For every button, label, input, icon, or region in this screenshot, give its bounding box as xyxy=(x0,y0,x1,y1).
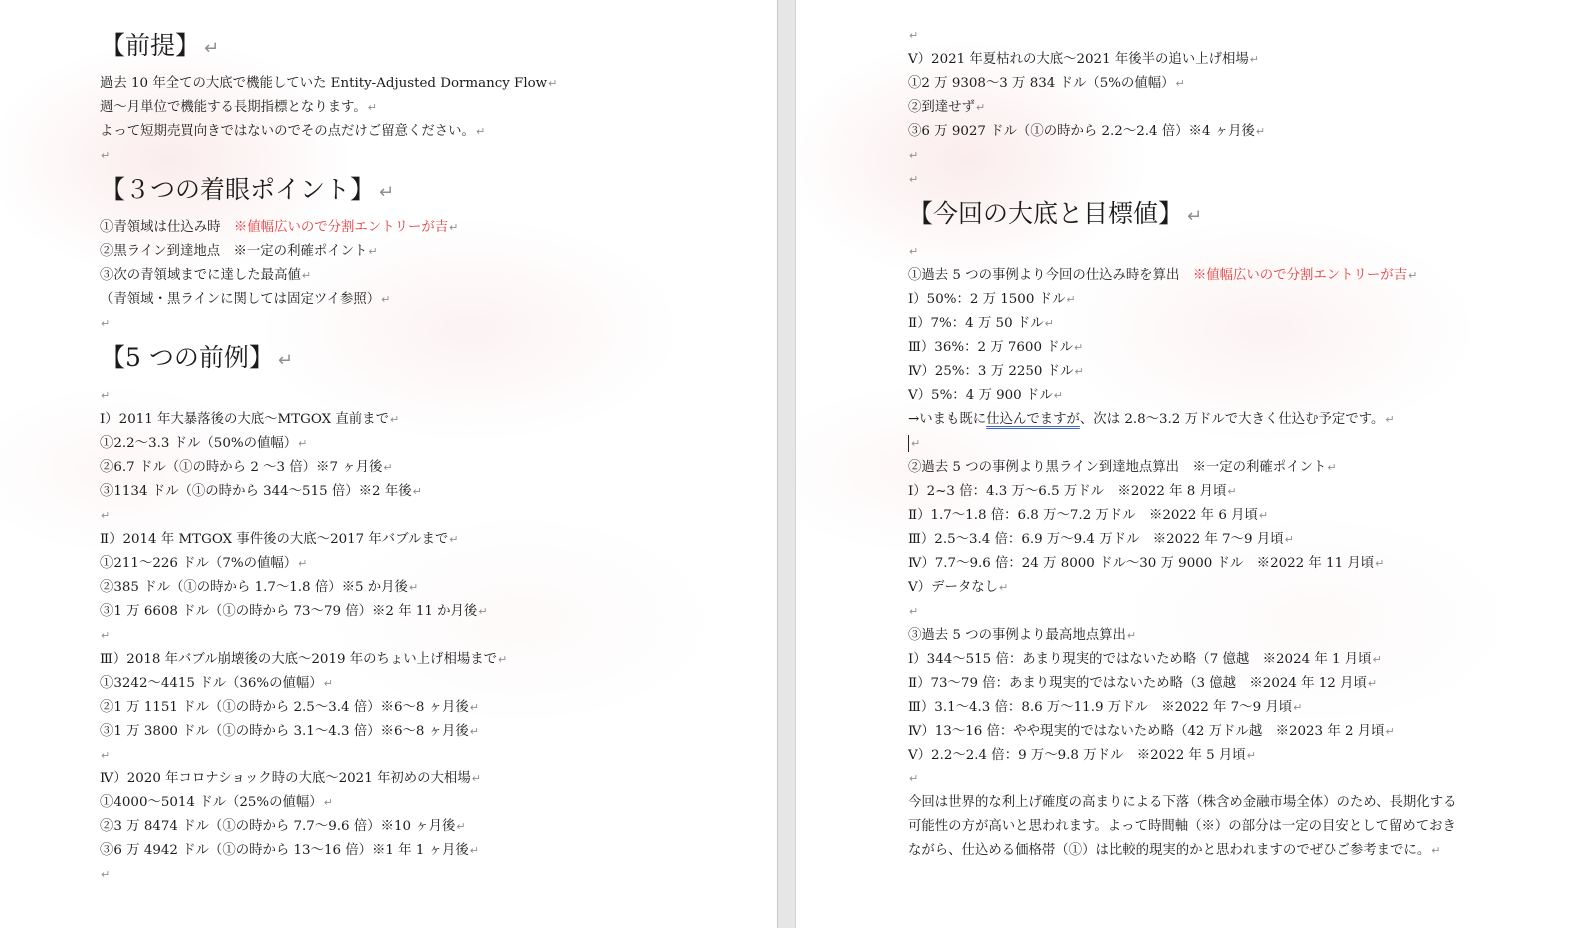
heading-examples xyxy=(100,342,293,377)
section1-item xyxy=(908,387,1063,405)
line-text: Ⅲ）2018 年バブル崩壊後の大底～2019 年のちょい上げ相場まで xyxy=(100,652,498,667)
section1-item xyxy=(908,291,1076,309)
line-text: ②1 万 1151 ドル（①の時から 2.5～3.4 倍）※6～8 ヶ月後 xyxy=(100,700,469,715)
premise-line xyxy=(100,75,557,93)
case1-title xyxy=(100,411,399,429)
line-text: Ⅱ）73～79 倍：あまり現実的ではないため略（3 億越 ※2024 年 12 月頃 xyxy=(908,676,1367,691)
paragraph-mark: ↵ xyxy=(368,245,378,258)
point-line xyxy=(100,267,311,285)
paragraph-mark: ↵ xyxy=(909,173,919,186)
section2-item xyxy=(908,531,1294,549)
paragraph-mark: ↵ xyxy=(101,749,111,762)
empty-paragraph xyxy=(908,770,918,788)
paragraph-mark: ↵ xyxy=(367,101,377,114)
line-text: ②過去 5 つの事例より黒ライン到達地点算出 ※一定の利確ポイント xyxy=(908,460,1327,475)
case4-title xyxy=(100,770,481,788)
case3-title xyxy=(100,651,507,669)
empty-paragraph xyxy=(100,387,110,405)
heading-premise-text: 【前提】 xyxy=(100,31,201,60)
case5-line xyxy=(908,75,1185,93)
line-text: ③6 万 4942 ドル（①の時から 13～16 倍）※1 年 1 ヶ月後 xyxy=(100,843,469,858)
case2-title xyxy=(100,531,458,549)
empty-paragraph xyxy=(100,147,110,165)
paragraph-mark: ↵ xyxy=(1175,77,1185,90)
paragraph-mark: ↵ xyxy=(909,772,919,785)
text-cursor xyxy=(908,435,909,452)
line-text: Ⅳ）7.7～9.6 倍：24 万 8000 ドル～30 万 9000 ドル ※2022 年 11 月頃 xyxy=(908,556,1375,571)
heading-text: 【今回の大底と目標値】 xyxy=(908,199,1184,228)
line-text: ②385 ドル（①の時から 1.7～1.8 倍）※5 か月後 xyxy=(100,580,408,595)
line-text: ③1 万 3800 ドル（①の時から 3.1～4.3 倍）※6～8 ヶ月後 xyxy=(100,724,469,739)
paragraph-mark: ↵ xyxy=(277,350,293,371)
paragraph-mark: ↵ xyxy=(449,221,459,234)
section2-item xyxy=(908,507,1268,525)
paragraph-mark: ↵ xyxy=(298,557,308,570)
line-text: Ⅱ）1.7～1.8 倍：6.8 万～7.2 万ドル ※2022 年 6 月頃 xyxy=(908,508,1258,523)
red-note: ※値幅広いので分割エントリーが吉 xyxy=(233,220,449,235)
empty-paragraph xyxy=(908,603,918,621)
paragraph-mark: ↵ xyxy=(456,820,466,833)
paragraph-mark: ↵ xyxy=(301,269,312,282)
empty-paragraph xyxy=(908,243,918,261)
paragraph-mark: ↵ xyxy=(1385,725,1395,738)
case5-line xyxy=(908,123,1265,141)
paragraph-mark: ↵ xyxy=(1408,269,1418,282)
paragraph-mark: ↵ xyxy=(471,772,481,785)
line-text: ③1 万 6608 ドル（①の時から 73～79 倍）※2 年 11 か月後 xyxy=(100,604,478,619)
line-text: ②6.7 ドル（①の時から 2 ～3 倍）※7 ヶ月後 xyxy=(100,460,383,475)
point-line xyxy=(100,243,378,261)
line-text: 過去 10 年全ての大底で機能していた Entity-Adjusted Dormancy Flow xyxy=(100,76,548,91)
line-text: ①3242～4415 ドル（36%の値幅） xyxy=(100,676,323,691)
line-text: ③過去 5 つの事例より最高地点算出 xyxy=(908,628,1126,643)
page-gutter xyxy=(777,0,796,928)
section1-title xyxy=(908,267,1417,285)
case5-line xyxy=(908,99,985,117)
section1-conclusion xyxy=(908,411,1395,429)
paragraph-mark: ↵ xyxy=(1293,701,1303,714)
line-text: Ⅱ）2014 年 MTGOX 事件後の大底～2017 年バブルまで xyxy=(100,532,449,547)
empty-paragraph xyxy=(908,435,920,453)
paragraph-mark: ↵ xyxy=(475,125,486,138)
line-text: ①211～226 ドル（7%の値幅） xyxy=(100,556,298,571)
paragraph-mark: ↵ xyxy=(101,868,111,881)
empty-paragraph xyxy=(908,171,918,189)
paragraph-mark: ↵ xyxy=(323,796,333,809)
empty-paragraph xyxy=(100,507,110,525)
paragraph-mark: ↵ xyxy=(449,533,459,546)
premise-line xyxy=(100,123,485,141)
paragraph-mark: ↵ xyxy=(1246,749,1256,762)
section3-item xyxy=(908,675,1377,693)
case3-line xyxy=(100,699,479,717)
line-text: ①過去 5 つの事例より今回の仕込み時を算出 xyxy=(908,268,1193,283)
empty-paragraph xyxy=(908,27,918,45)
paragraph-mark: ↵ xyxy=(323,677,333,690)
paragraph-mark: ↵ xyxy=(101,149,111,162)
line-text: ①青領域は仕込み時 xyxy=(100,220,234,235)
line-text: ①4000～5014 ドル（25%の値幅） xyxy=(100,795,323,810)
line-text: Ⅲ）3.1～4.3 倍：8.6 万～11.9 万ドル ※2022 年 7～9 月頃 xyxy=(908,700,1293,715)
line-text: Ⅳ）2020 年コロナショック時の大底～2021 年初めの大相場 xyxy=(100,771,471,786)
line-text: ③次の青領域までに達した最高値 xyxy=(100,268,301,283)
line-text: 週～月単位で機能する長期指標となります。 xyxy=(100,100,367,115)
paragraph-mark: ↵ xyxy=(1327,461,1337,474)
line-text: 今回は世界的な利上げ確度の高まりによる下落（株含め金融市場全体）のため、長期化する xyxy=(908,795,1457,810)
section1-item xyxy=(908,339,1083,357)
line-text: よって短期売買向きではないのでその点だけご留意ください。 xyxy=(100,124,475,139)
case1-line xyxy=(100,435,307,453)
section2-item xyxy=(908,579,1008,597)
point-line xyxy=(100,219,458,237)
paragraph-mark: ↵ xyxy=(1258,509,1269,522)
paragraph-mark: ↵ xyxy=(909,605,919,618)
line-text: ①2 万 9308～3 万 834 ドル（5%の値幅） xyxy=(908,76,1175,91)
paragraph-mark: ↵ xyxy=(379,182,395,203)
paragraph-mark: ↵ xyxy=(383,461,393,474)
paragraph-mark: ↵ xyxy=(389,413,400,426)
heading-text: 【5 つの前例】 xyxy=(100,343,274,372)
spellcheck-underline[interactable]: 仕込んでますが xyxy=(986,412,1080,427)
paragraph-mark: ↵ xyxy=(1385,413,1395,426)
section2-item xyxy=(908,483,1237,501)
line-text: ②到達せず xyxy=(908,100,975,115)
point-line xyxy=(100,291,390,309)
line-text: Ⅳ）25%：3 万 2250 ドル xyxy=(908,364,1074,379)
line-text: Ⅰ）2~3 倍：4.3 万～6.5 万ドル ※2022 年 8 月頃 xyxy=(908,484,1227,499)
line-text: ①2.2～3.3 ドル（50%の値幅） xyxy=(100,436,298,451)
empty-paragraph xyxy=(100,315,110,333)
paragraph-mark: ↵ xyxy=(911,437,921,450)
paragraph-mark: ↵ xyxy=(1284,533,1294,546)
case1-line xyxy=(100,483,422,501)
paragraph-mark: ↵ xyxy=(999,581,1009,594)
line-text: 、次は 2.8～3.2 万ドルで大きく仕込む予定です。 xyxy=(1079,412,1385,427)
paragraph-mark: ↵ xyxy=(469,701,480,714)
paragraph-mark: ↵ xyxy=(412,485,422,498)
heading-text: 【３つの着眼ポイント】 xyxy=(100,175,376,204)
document-page-left xyxy=(0,0,777,928)
line-text: ながら、仕込める価格帯（①）は比較的現実的かと思われますのでぜひご参考までに。 xyxy=(908,843,1431,858)
empty-paragraph xyxy=(908,147,918,165)
paragraph-mark: ↵ xyxy=(1187,206,1203,227)
paragraph-mark: ↵ xyxy=(1375,557,1385,570)
paragraph-mark: ↵ xyxy=(298,437,308,450)
heading-premise xyxy=(100,30,219,65)
paragraph-mark: ↵ xyxy=(1431,844,1441,857)
paragraph-mark: ↵ xyxy=(101,389,111,402)
section2-item xyxy=(908,555,1384,573)
paragraph-mark: ↵ xyxy=(548,77,558,90)
paragraph-mark: ↵ xyxy=(1074,341,1084,354)
paragraph-mark: ↵ xyxy=(469,725,480,738)
case2-line xyxy=(100,555,307,573)
line-text: Ⅰ）2011 年大暴落後の大底～MTGOX 直前まで xyxy=(100,412,389,427)
document-page-right xyxy=(796,0,1571,928)
section3-item xyxy=(908,651,1382,669)
paragraph-mark: ↵ xyxy=(101,317,111,330)
empty-paragraph xyxy=(100,627,110,645)
section3-item xyxy=(908,699,1302,717)
paragraph-mark: ↵ xyxy=(909,245,919,258)
paragraph-mark: ↵ xyxy=(408,581,419,594)
line-text: Ⅴ）5%：4 万 900 ドル xyxy=(908,388,1053,403)
case4-line xyxy=(100,818,466,836)
section3-title xyxy=(908,627,1136,645)
paragraph-mark: ↵ xyxy=(204,38,220,59)
paragraph-mark: ↵ xyxy=(1126,629,1137,642)
paragraph-mark: ↵ xyxy=(1249,53,1259,66)
heading-points xyxy=(100,174,394,209)
paragraph-mark: ↵ xyxy=(1367,677,1378,690)
empty-paragraph xyxy=(100,747,110,765)
paragraph-mark: ↵ xyxy=(498,653,508,666)
closing-line xyxy=(908,794,1456,812)
paragraph-mark: ↵ xyxy=(1227,485,1237,498)
line-text: （青領域・黒ラインに関しては固定ツイ参照） xyxy=(100,292,381,307)
section1-item xyxy=(908,363,1084,381)
paragraph-mark: ↵ xyxy=(1372,653,1382,666)
paragraph-mark: ↵ xyxy=(1053,389,1063,402)
line-text: Ⅲ）2.5～3.4 倍：6.9 万～9.4 万ドル ※2022 年 7～9 月頃 xyxy=(908,532,1284,547)
empty-paragraph xyxy=(100,866,110,884)
line-text: ②3 万 8474 ドル（①の時から 7.7～9.6 倍）※10 ヶ月後 xyxy=(100,819,456,834)
paragraph-mark: ↵ xyxy=(381,293,391,306)
paragraph-mark: ↵ xyxy=(909,29,919,42)
paragraph-mark: ↵ xyxy=(1066,293,1076,306)
case3-line xyxy=(100,723,479,741)
paragraph-mark: ↵ xyxy=(469,844,480,857)
heading-targets xyxy=(908,198,1202,233)
line-text: Ⅴ）データなし xyxy=(908,580,999,595)
case4-line xyxy=(100,794,333,812)
case3-line xyxy=(100,675,333,693)
case1-line xyxy=(100,459,393,477)
section2-title xyxy=(908,459,1337,477)
line-text: Ⅰ）344～515 倍：あまり現実的ではないため略（7 億越 ※2024 年 1 月頃 xyxy=(908,652,1372,667)
paragraph-mark: ↵ xyxy=(1074,365,1084,378)
paragraph-mark: ↵ xyxy=(101,629,111,642)
paragraph-mark: ↵ xyxy=(1255,125,1266,138)
closing-line xyxy=(908,842,1440,860)
paragraph-mark: ↵ xyxy=(1044,317,1054,330)
paragraph-mark: ↵ xyxy=(975,101,986,114)
section3-item xyxy=(908,723,1395,741)
line-text: Ⅲ）36%：2 万 7600 ドル xyxy=(908,340,1073,355)
line-text: ③6 万 9027 ドル（①の時から 2.2～2.4 倍）※4 ヶ月後 xyxy=(908,124,1255,139)
paragraph-mark: ↵ xyxy=(478,605,488,618)
section3-item xyxy=(908,747,1256,765)
line-text: Ⅳ）13～16 倍：やや現実的ではないため略（42 万ドル越 ※2023 年 2 月頃 xyxy=(908,724,1385,739)
case5-title xyxy=(908,51,1259,69)
line-text: Ⅱ）7%：4 万 50 ドル xyxy=(908,316,1044,331)
paragraph-mark: ↵ xyxy=(101,509,111,522)
line-text: 可能性の方が高いと思われます。よって時間軸（※）の部分は一定の目安として留めておき xyxy=(908,819,1456,834)
line-text: →いまも既に xyxy=(908,412,987,427)
line-text: Ⅰ）50%：2 万 1500 ドル xyxy=(908,292,1066,307)
line-text: ③1134 ドル（①の時から 344～515 倍）※2 年後 xyxy=(100,484,412,499)
case2-line xyxy=(100,603,488,621)
line-text: Ⅴ）2021 年夏枯れの大底～2021 年後半の追い上げ相場 xyxy=(908,52,1249,67)
red-note: ※値幅広いので分割エントリーが吉 xyxy=(1192,268,1408,283)
section1-item xyxy=(908,315,1054,333)
closing-line xyxy=(908,818,1456,836)
premise-line xyxy=(100,99,377,117)
case2-line xyxy=(100,579,418,597)
paragraph-mark: ↵ xyxy=(909,149,919,162)
line-text: Ⅴ）2.2～2.4 倍：9 万～9.8 万ドル ※2022 年 5 月頃 xyxy=(908,748,1246,763)
line-text: ②黒ライン到達地点 ※一定の利確ポイント xyxy=(100,244,368,259)
case4-line xyxy=(100,842,479,860)
